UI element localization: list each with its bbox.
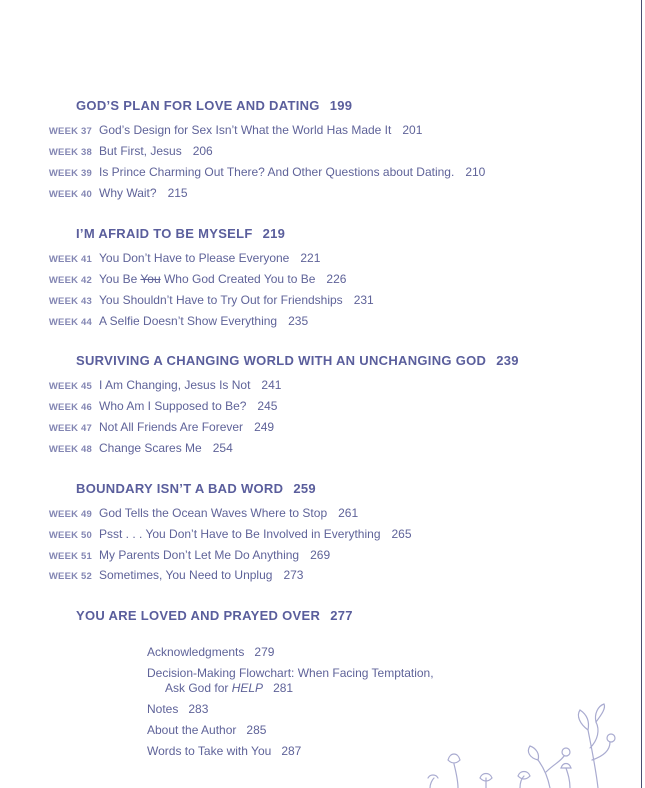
week-label: WEEK 44 xyxy=(48,317,92,328)
toc-entry[interactable] xyxy=(38,548,330,562)
entry-title: Is Prince Charming Out There? And Other Questions about Dating. xyxy=(99,165,455,179)
back-matter-title: Notes xyxy=(147,702,179,716)
entry-title-struck: You xyxy=(140,272,161,286)
week-label: WEEK 38 xyxy=(48,147,92,158)
back-matter-title: Acknowledgments xyxy=(147,645,245,659)
toc-entry[interactable] xyxy=(38,314,308,328)
toc-entry[interactable] xyxy=(38,165,485,179)
week-label: WEEK 49 xyxy=(48,509,92,520)
entry-page: 241 xyxy=(261,378,282,392)
toc-entry[interactable] xyxy=(38,399,277,413)
week-label: WEEK 51 xyxy=(48,551,92,562)
toc-entry[interactable] xyxy=(38,144,213,158)
week-label: WEEK 41 xyxy=(48,254,92,265)
floral-line-art-icon xyxy=(420,700,638,788)
section-title: SURVIVING A CHANGING WORLD WITH AN UNCHANGING GOD xyxy=(76,353,487,368)
section-page: 277 xyxy=(330,608,353,623)
entry-page: 206 xyxy=(192,144,213,158)
entry-title: Not All Friends Are Forever xyxy=(99,420,244,434)
entry-page: 221 xyxy=(300,251,321,265)
entry-page: 226 xyxy=(326,272,347,286)
toc-entry[interactable] xyxy=(38,272,346,286)
entry-page: 269 xyxy=(310,548,331,562)
section-page: 199 xyxy=(329,98,353,113)
back-matter-title-line2 xyxy=(147,681,434,695)
entry-title: Change Scares Me xyxy=(99,441,202,455)
toc-entry[interactable] xyxy=(38,293,374,307)
back-matter-title: Words to Take with You xyxy=(147,744,272,758)
section-page: 239 xyxy=(496,353,519,368)
week-label: WEEK 40 xyxy=(48,189,92,200)
back-matter-page: 285 xyxy=(246,723,267,737)
back-matter-item[interactable] xyxy=(147,666,434,695)
section-title: I’M AFRAID TO BE MYSELF xyxy=(76,226,253,241)
entry-title: Sometimes, You Need to Unplug xyxy=(99,568,273,582)
entry-title-before: You Be xyxy=(99,272,138,286)
back-matter-page: 281 xyxy=(273,681,294,695)
toc-entry[interactable] xyxy=(38,420,274,434)
toc-entry[interactable] xyxy=(38,568,303,582)
entry-title: Who Am I Supposed to Be? xyxy=(99,399,247,413)
week-label: WEEK 46 xyxy=(48,402,92,413)
entry-page: 249 xyxy=(254,420,275,434)
back-matter-item[interactable] xyxy=(147,723,266,737)
section-title: GOD’S PLAN FOR LOVE AND DATING xyxy=(76,98,320,113)
section-heading[interactable] xyxy=(76,98,352,113)
back-matter-page: 287 xyxy=(281,744,302,758)
back-matter-page: 283 xyxy=(188,702,209,716)
toc-entry[interactable] xyxy=(38,251,320,265)
entry-page: 254 xyxy=(212,441,233,455)
entry-page: 210 xyxy=(465,165,486,179)
week-label: WEEK 47 xyxy=(48,423,92,434)
section-heading[interactable] xyxy=(76,226,285,241)
back-matter-item[interactable] xyxy=(147,702,208,716)
entry-page: 261 xyxy=(338,506,359,520)
entry-title: God’s Design for Sex Isn’t What the World Has Made It xyxy=(99,123,392,137)
back-matter-title-italic: HELP xyxy=(231,681,264,695)
entry-title-after: Who God Created You to Be xyxy=(163,272,316,286)
week-label: WEEK 43 xyxy=(48,296,92,307)
entry-title: You Shouldn’t Have to Try Out for Friendships xyxy=(99,293,343,307)
entry-page: 201 xyxy=(402,123,423,137)
entry-page: 245 xyxy=(257,399,278,413)
week-label: WEEK 50 xyxy=(48,530,92,541)
back-matter-page: 279 xyxy=(254,645,275,659)
entry-title: My Parents Don’t Let Me Do Anything xyxy=(99,548,300,562)
toc-entry[interactable] xyxy=(38,527,412,541)
section-title: BOUNDARY ISN’T A BAD WORD xyxy=(76,481,284,496)
back-matter-title-line2-text: Ask God for xyxy=(165,681,229,695)
week-label: WEEK 45 xyxy=(48,381,92,392)
week-label: WEEK 42 xyxy=(48,275,92,286)
toc-entry[interactable] xyxy=(38,441,233,455)
section-heading[interactable] xyxy=(76,353,519,368)
week-label: WEEK 39 xyxy=(48,168,92,179)
entry-title: Psst . . . You Don’t Have to Be Involved in Everything xyxy=(99,527,381,541)
entry-title: But First, Jesus xyxy=(99,144,182,158)
back-matter-item[interactable] xyxy=(147,744,301,758)
week-label: WEEK 52 xyxy=(48,571,92,582)
section-page: 259 xyxy=(293,481,316,496)
entry-page: 231 xyxy=(353,293,374,307)
back-matter-item[interactable] xyxy=(147,645,274,659)
toc-entry[interactable] xyxy=(38,378,281,392)
toc-entry[interactable] xyxy=(38,186,188,200)
entry-title: I Am Changing, Jesus Is Not xyxy=(99,378,251,392)
section-page: 219 xyxy=(262,226,286,241)
entry-title: A Selfie Doesn’t Show Everything xyxy=(99,314,278,328)
entry-page: 215 xyxy=(167,186,188,200)
section-heading[interactable] xyxy=(76,608,353,623)
toc-entry[interactable] xyxy=(38,506,358,520)
entry-title: God Tells the Ocean Waves Where to Stop xyxy=(99,506,328,520)
entry-page: 273 xyxy=(283,568,304,582)
week-label: WEEK 37 xyxy=(48,126,92,137)
entry-page: 265 xyxy=(391,527,412,541)
entry-page: 235 xyxy=(288,314,309,328)
entry-title: You Don’t Have to Please Everyone xyxy=(99,251,290,265)
week-label: WEEK 48 xyxy=(48,444,92,455)
section-heading[interactable] xyxy=(76,481,316,496)
section-title: YOU ARE LOVED AND PRAYED OVER xyxy=(76,608,321,623)
entry-title: Why Wait? xyxy=(99,186,157,200)
back-matter-title-line1: Decision-Making Flowchart: When Facing Temptation, xyxy=(147,666,434,680)
back-matter-title: About the Author xyxy=(147,723,237,737)
toc-entry[interactable] xyxy=(38,123,422,137)
